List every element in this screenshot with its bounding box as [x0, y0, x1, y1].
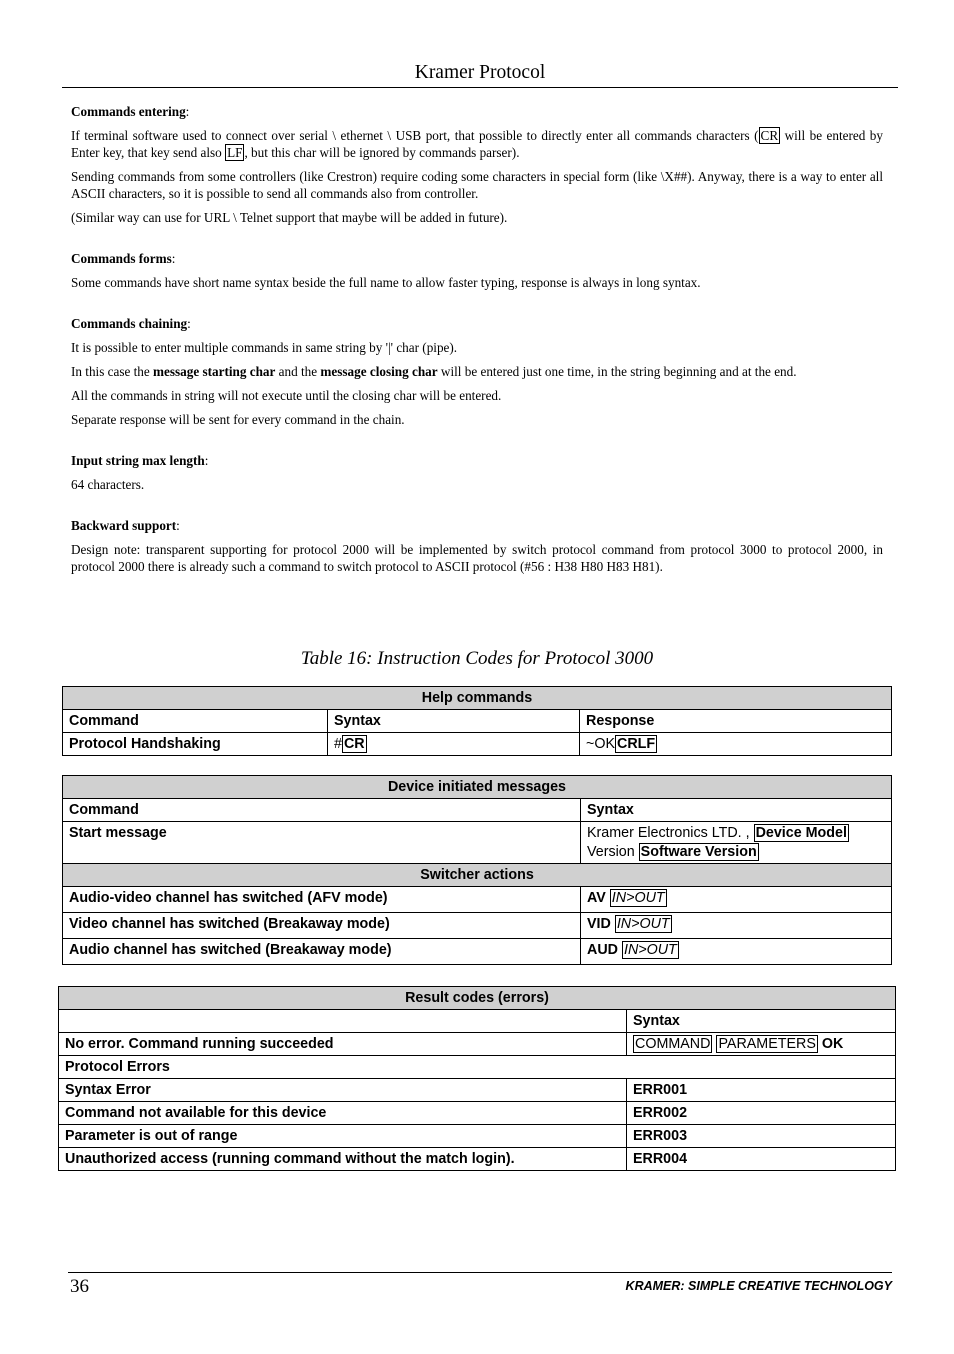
command-cell: Audio-video channel has switched (AFV mode)	[63, 887, 581, 913]
parameters-box: PARAMETERS	[718, 1036, 816, 1052]
body-text	[71, 103, 883, 582]
syntax-cell: Kramer Electronics LTD. , Device Model Version Software Version	[581, 822, 892, 864]
paragraph: Some commands have short name syntax beside the full name to allow faster typing, response is always in long syntax.	[71, 275, 701, 290]
label-cell: Parameter is out of range	[59, 1125, 627, 1148]
paragraph: If terminal software used to connect over serial \ ethernet \ USB port, that possible to directly enter all commands characters ( CR will be entered by Enter key, that key send also LF , but this char will be ignored by commands parser).	[71, 128, 883, 160]
table-row	[63, 822, 892, 864]
paragraph: Sending commands from some controllers (like Crestron) require coding some characters in special form (like \X##). Anyway, there is a way to enter all ASCII characters, so it is possible to send all commands also from controller.	[71, 169, 883, 201]
table-row	[63, 939, 892, 965]
column-header: Syntax	[328, 710, 580, 733]
table-caption: Table 16: Instruction Codes for Protocol 3000	[300, 648, 654, 669]
command-cell: Protocol Handshaking	[63, 733, 328, 756]
lf-box: LF	[227, 145, 243, 160]
help-commands-table	[62, 686, 892, 756]
software-version-box: Software Version	[640, 844, 757, 860]
paragraph: All the commands in string will not execute until the closing char will be entered.	[71, 388, 502, 403]
in-out-box: IN>OUT	[611, 890, 665, 906]
syntax-cell: # CR	[328, 733, 580, 756]
command-cell: Start message	[63, 822, 581, 864]
section-heading: Commands chaining:	[71, 316, 191, 331]
section-heading: Commands entering:	[71, 104, 190, 119]
column-header: Syntax	[627, 1010, 896, 1033]
label-cell: Unauthorized access (running command without the match login).	[59, 1148, 627, 1171]
footer-text: KRAMER: SIMPLE CREATIVE TECHNOLOGY	[625, 1279, 892, 1293]
syntax-cell: VID IN>OUT	[581, 913, 892, 939]
table-section-header: Help commands	[63, 687, 892, 710]
section-heading: Input string max length:	[71, 453, 209, 468]
command-cell: Video channel has switched (Breakaway mode)	[63, 913, 581, 939]
result-codes-table	[58, 986, 896, 1171]
command-cell: Audio channel has switched (Breakaway mode)	[63, 939, 581, 965]
in-out-box: IN>OUT	[616, 916, 670, 932]
table-row	[59, 1079, 896, 1102]
header-title: Kramer Protocol	[414, 62, 546, 83]
section-heading: Backward support:	[71, 518, 180, 533]
code-cell: ERR001	[627, 1079, 896, 1102]
paragraph: Separate response will be sent for every command in the chain.	[71, 412, 405, 427]
paragraph: It is possible to enter multiple commands in same string by '|' char (pipe).	[71, 340, 458, 355]
paragraph: 64 characters.	[71, 477, 145, 492]
footer-rule	[68, 1272, 892, 1273]
syntax-cell: COMMAND PARAMETERS OK	[627, 1033, 896, 1056]
table-section-header: Device initiated messages	[63, 776, 892, 799]
column-header: Command	[63, 799, 581, 822]
section-heading: Commands forms:	[71, 251, 176, 266]
table-row	[63, 733, 892, 756]
response-cell: ~OK CRLF	[580, 733, 892, 756]
device-model-box: Device Model	[755, 825, 847, 841]
table-row	[59, 1148, 896, 1171]
paragraph: Design note: transparent supporting for protocol 2000 will be implemented by switch protocol command from protocol 3000 to protocol 2000, in protocol 2000 there is already such a command to switch protocol to ASCII protocol (#56 : H38 H80 H83 H81).	[71, 542, 883, 574]
column-header: Syntax	[581, 799, 892, 822]
code-cell: ERR004	[627, 1148, 896, 1171]
label-cell: Syntax Error	[59, 1079, 627, 1102]
table-section-header: Switcher actions	[63, 864, 892, 887]
cr-box: CR	[343, 736, 365, 752]
paragraph: In this case the message starting char and the message closing char will be entered just one time, in the string beginning and at the end.	[71, 364, 797, 379]
table-row	[63, 913, 892, 939]
command-box: COMMAND	[635, 1036, 711, 1052]
empty-header-cell	[59, 1010, 627, 1033]
code-cell: ERR003	[627, 1125, 896, 1148]
code-cell: ERR002	[627, 1102, 896, 1125]
paragraph: (Similar way can use for URL \ Telnet support that maybe will be added in future).	[71, 210, 508, 225]
cr-box: CR	[760, 128, 779, 143]
table-row	[59, 1102, 896, 1125]
page-number: 36	[70, 1276, 89, 1297]
page-header	[62, 62, 898, 88]
syntax-cell: AUD IN>OUT	[581, 939, 892, 965]
table-section-header: Result codes (errors)	[59, 987, 896, 1010]
device-messages-table	[62, 775, 892, 965]
protocol-errors-row: Protocol Errors	[59, 1056, 896, 1079]
in-out-box: IN>OUT	[623, 942, 677, 958]
syntax-cell: AV IN>OUT	[581, 887, 892, 913]
crlf-box: CRLF	[617, 736, 656, 752]
table-row	[59, 1125, 896, 1148]
label-cell: No error. Command running succeeded	[59, 1033, 627, 1056]
table-row	[63, 887, 892, 913]
table-row	[59, 1033, 896, 1056]
label-cell: Command not available for this device	[59, 1102, 627, 1125]
column-header: Command	[63, 710, 328, 733]
column-header: Response	[580, 710, 892, 733]
